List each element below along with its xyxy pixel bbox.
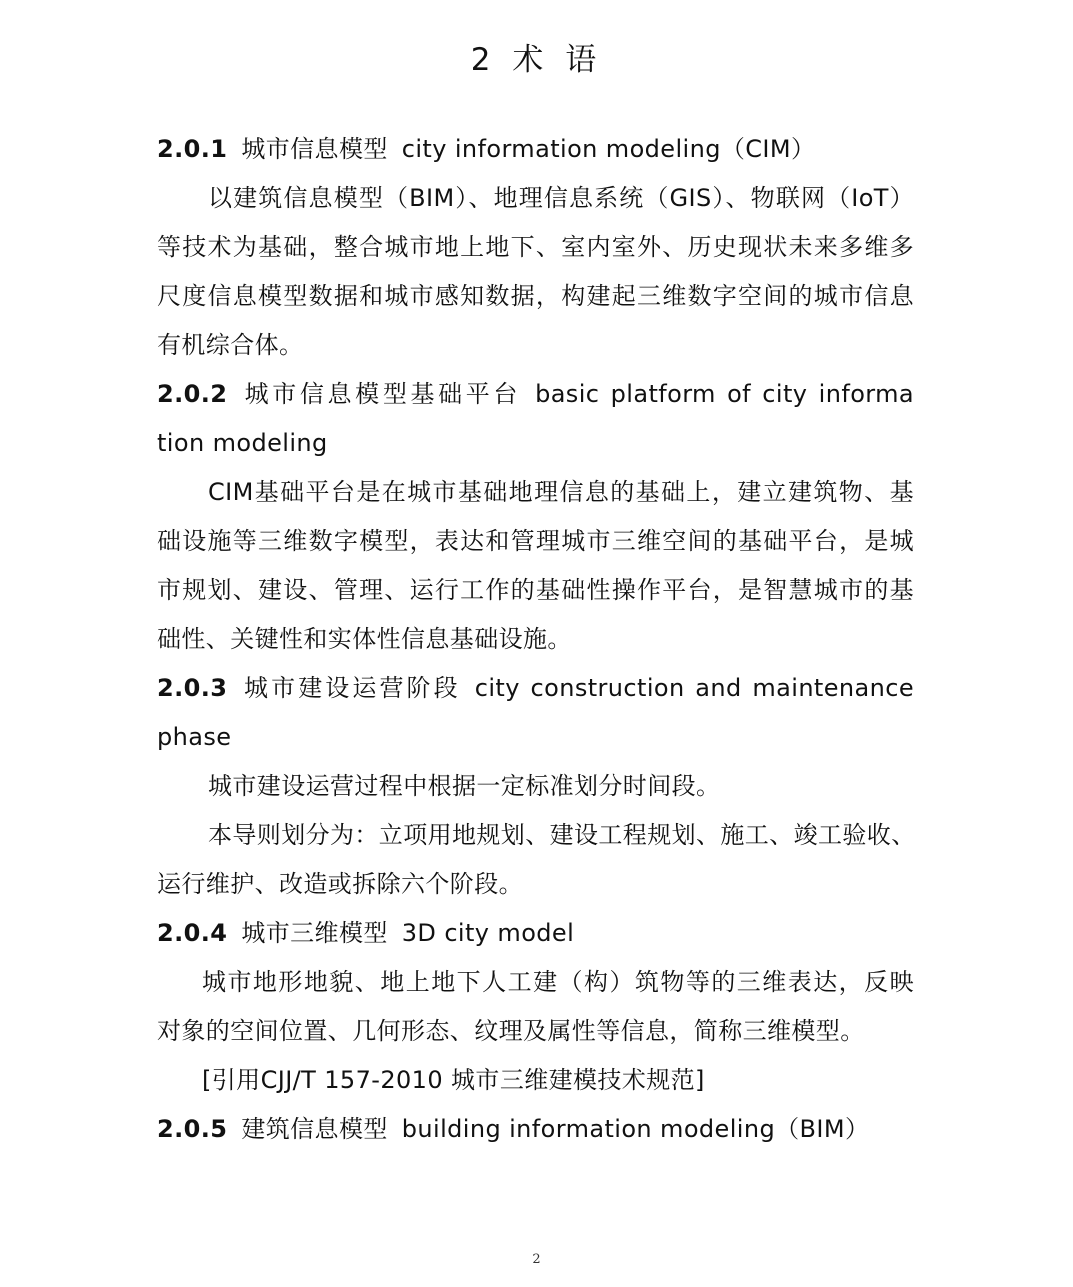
- definition-line: 本导则划分为：立项用地规划、建设工程规划、施工、竣工验收、: [208, 821, 916, 849]
- definition-line: 有机综合体。: [157, 331, 304, 359]
- definition-line: 等技术为基础，整合城市地上地下、室内室外、历史现状未来多维多: [157, 233, 914, 261]
- term-heading-2-0-1: [157, 125, 914, 174]
- definition-line: 础性、关键性和实体性信息基础设施。: [157, 625, 572, 653]
- term-english-name: city construction and maintenance: [474, 674, 914, 702]
- citation-line: [引用CJJ/T 157-2010 城市三维建模技术规范]: [202, 1066, 705, 1094]
- term-chinese-name: 城市建设运营阶段: [241, 674, 461, 702]
- definition-line: 城市建设运营过程中根据一定标准划分时间段。: [208, 772, 721, 800]
- term-english-name-continued: tion modeling: [157, 429, 328, 457]
- term-chinese-name: 城市三维模型: [241, 919, 388, 947]
- term-heading-2-0-2: [157, 370, 914, 419]
- chapter-title: 2 术 语: [470, 42, 603, 78]
- definition-line: 市规划、建设、管理、运行工作的基础性操作平台，是智慧城市的基: [157, 576, 914, 604]
- term-heading-2-0-5: [157, 1105, 914, 1154]
- term-number: 2.0.5: [157, 1115, 228, 1143]
- page-number: 2: [532, 1252, 541, 1267]
- term-heading-2-0-4: [157, 909, 914, 958]
- definition-line: 尺度信息模型数据和城市感知数据，构建起三维数字空间的城市信息: [157, 282, 914, 310]
- term-english-name: city information modeling（CIM）: [401, 135, 816, 163]
- term-number: 2.0.4: [157, 919, 228, 947]
- term-number: 2.0.1: [157, 135, 228, 163]
- definition-line: 运行维护、改造或拆除六个阶段。: [157, 870, 523, 898]
- definition-line: CIM基础平台是在城市基础地理信息的基础上，建立建筑物、基: [208, 478, 914, 506]
- definition-line: 对象的空间位置、几何形态、纹理及属性等信息，简称三维模型。: [157, 1017, 865, 1045]
- term-chinese-name: 城市信息模型基础平台: [241, 380, 522, 408]
- term-english-name-continued: phase: [157, 723, 232, 751]
- term-number: 2.0.3: [157, 674, 228, 702]
- term-english-name: 3D city model: [401, 919, 575, 947]
- term-english-name: basic platform of city informa: [535, 380, 915, 408]
- definition-line: 城市地形地貌、地上地下人工建（构）筑物等的三维表达，反映: [202, 968, 914, 996]
- term-heading-2-0-3: [157, 664, 914, 713]
- term-number: 2.0.2: [157, 380, 228, 408]
- term-english-name: building information modeling（BIM）: [401, 1115, 870, 1143]
- definition-line: 础设施等三维数字模型，表达和管理城市三维空间的基础平台，是城: [157, 527, 914, 555]
- definition-line: 以建筑信息模型（BIM）、地理信息系统（GIS）、物联网（IoT）: [208, 184, 914, 212]
- term-chinese-name: 城市信息模型: [241, 135, 388, 163]
- term-chinese-name: 建筑信息模型: [241, 1115, 388, 1143]
- terms-content: [157, 125, 914, 1154]
